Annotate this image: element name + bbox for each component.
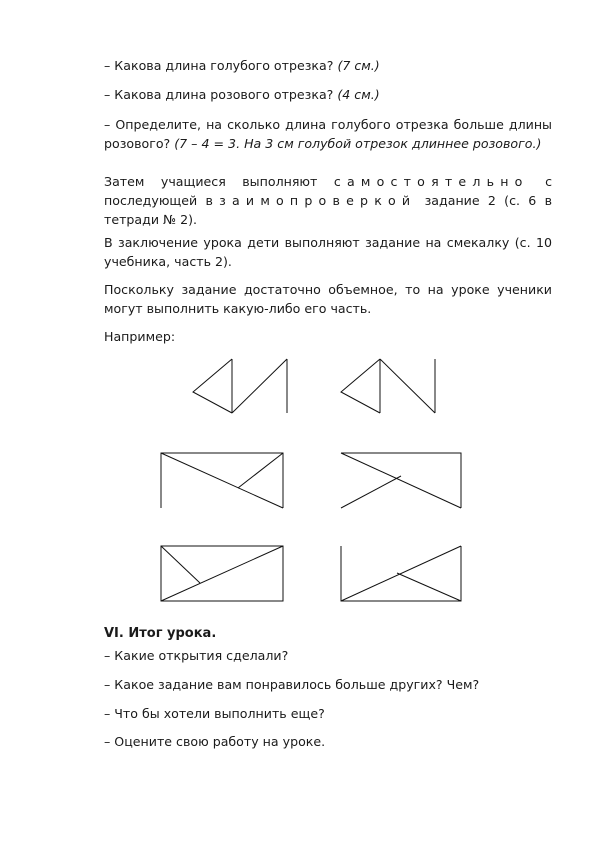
section-heading: VI. Итог урока.: [104, 626, 217, 641]
spaced-word: взаимопроверкой: [205, 193, 417, 208]
figure-1-triangle-zigzag: [190, 355, 290, 417]
answer-text: (7 см.): [337, 58, 380, 73]
text-run: с последующей: [104, 174, 552, 208]
figure-4-rectangle-diagonals: [338, 450, 466, 512]
answer-text: (7 – 4 = 3. На 3 см голубой отрезок длиннее розового.): [174, 136, 542, 151]
paragraph-independent-work: [104, 172, 552, 229]
paragraph-conclusion: В заключение урока дети выполняют задание на смекалку (с. 10 учебника, часть 2).: [104, 235, 552, 269]
paragraph-task-volume: Поскольку задание достаточно объемное, то на уроке ученики могут выполнить какую-либо его часть.: [104, 282, 552, 316]
spaced-word: самостоятельно: [333, 174, 529, 189]
question-text: – Какова длина розового отрезка?: [104, 87, 334, 102]
question-blue-length: [104, 56, 552, 75]
figure-5-rectangle-diagonals: [158, 543, 286, 605]
question-text: – Определите, на сколько длина голубого отрезка больше длины розового?: [104, 117, 552, 151]
section-item-3: – Что бы хотели выполнить еще?: [104, 706, 325, 721]
question-text: – Какова длина голубого отрезка?: [104, 58, 334, 73]
section-item-4: – Оцените свою работу на уроке.: [104, 734, 326, 749]
text-run: задание 2 (с. 6 в тетради № 2).: [104, 193, 552, 227]
section-item-2: – Какое задание вам понравилось больше других? Чем?: [104, 677, 480, 692]
figure-3-rectangle-diagonals: [158, 450, 286, 512]
paragraph-example-label: Например:: [104, 329, 176, 344]
section-item-1: – Какие открытия сделали?: [104, 648, 289, 663]
question-difference: [104, 115, 552, 153]
figure-2-triangle-zigzag: [338, 355, 440, 417]
text-run: Затем учащиеся выполняют: [104, 174, 318, 189]
figure-6-rectangle-diagonals: [338, 543, 466, 605]
answer-text: (4 см.): [337, 87, 380, 102]
question-pink-length: [104, 85, 552, 104]
